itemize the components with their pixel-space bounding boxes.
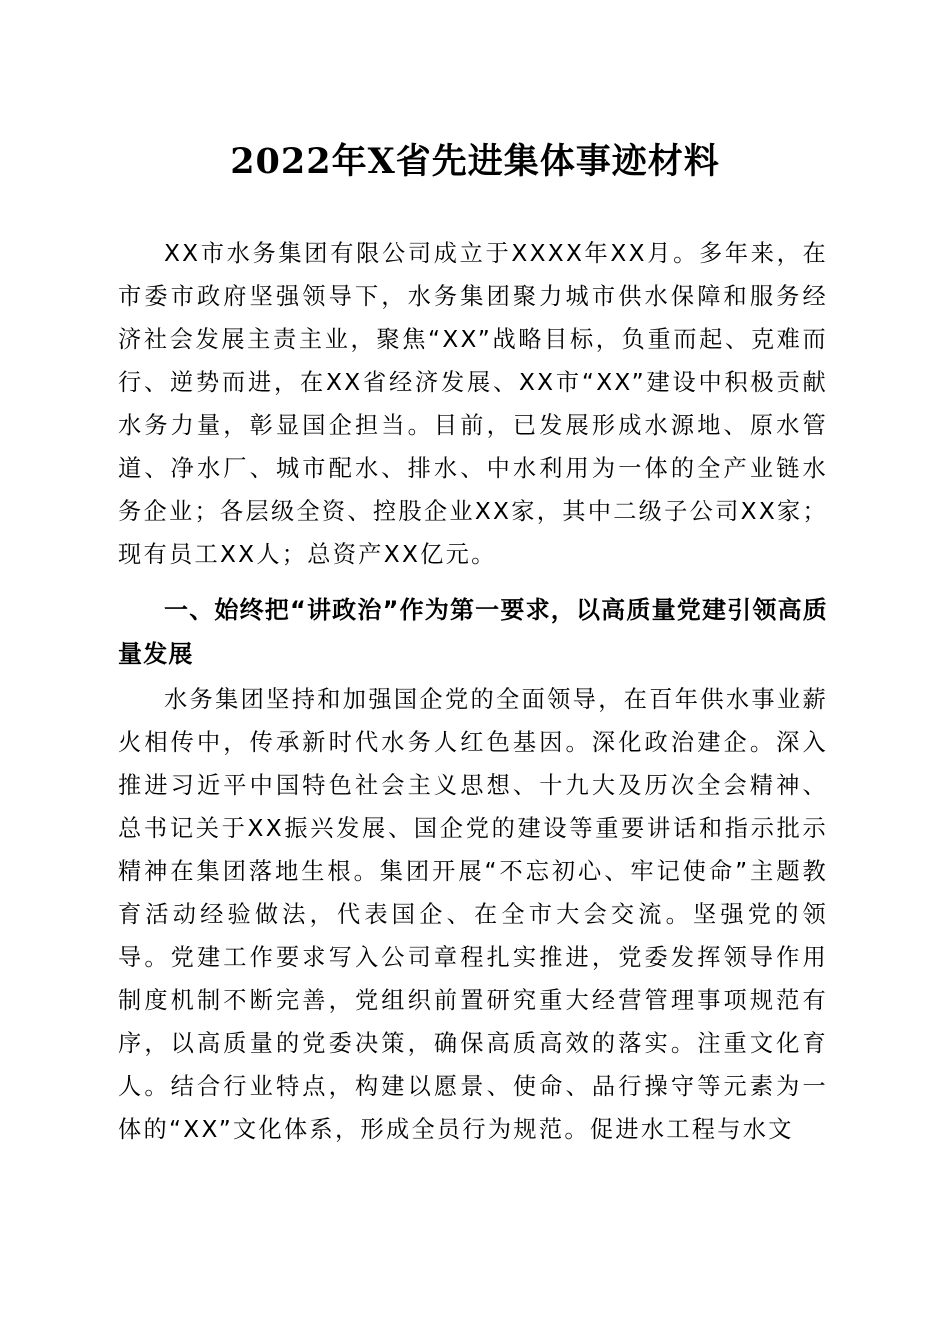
paragraph-section-1: 水务集团坚持和加强国企党的全面领导，在百年供水事业薪火相传中，传承新时代水务人红色基因。深化政治建企。深入推进习近平中国特色社会主义思想、十九大及历次全会精神、总书记关于XX振兴发展、国企党的建设等重要讲话和指示批示精神在集团落地生根。集团开展“不忘初心、牢记使命”主题教育活动经验做法，代表国企、在全市大会交流。坚强党的领导。党建工作要求写入公司章程扎实推进，党委发挥领导作用制度机制不断完善，党组织前置研究重大经营管理事项规范有序，以高质量的党委决策，确保高质高效的落实。注重文化育人。结合行业特点，构建以愿景、使命、品行操守等元素为一体的“XX”文化体系，形成全员行为规范。促进水工程与水文 [118, 686, 828, 1143]
document-title: 2022年X省先进集体事迹材料 [230, 141, 720, 182]
paragraph-intro: XX市水务集团有限公司成立于XXXX年XX月。多年来，在市委市政府坚强领导下，水务集团聚力城市供水保障和服务经济社会发展主责主业，聚焦“XX”战略目标，负重而起、克难而行、逆势而进，在XX省经济发展、XX市“XX”建设中积极贡献水务力量，彰显国企担当。目前，已发展形成水源地、原水管道、净水厂、城市配水、排水、中水利用为一体的全产业链水务企业；各层级全资、控股企业XX家，其中二级子公司XX家；现有员工XX人；总资产XX亿元。 [118, 240, 828, 568]
section-heading-1: 一、始终把“讲政治”作为第一要求，以高质量党建引领高质量发展 [118, 596, 828, 668]
